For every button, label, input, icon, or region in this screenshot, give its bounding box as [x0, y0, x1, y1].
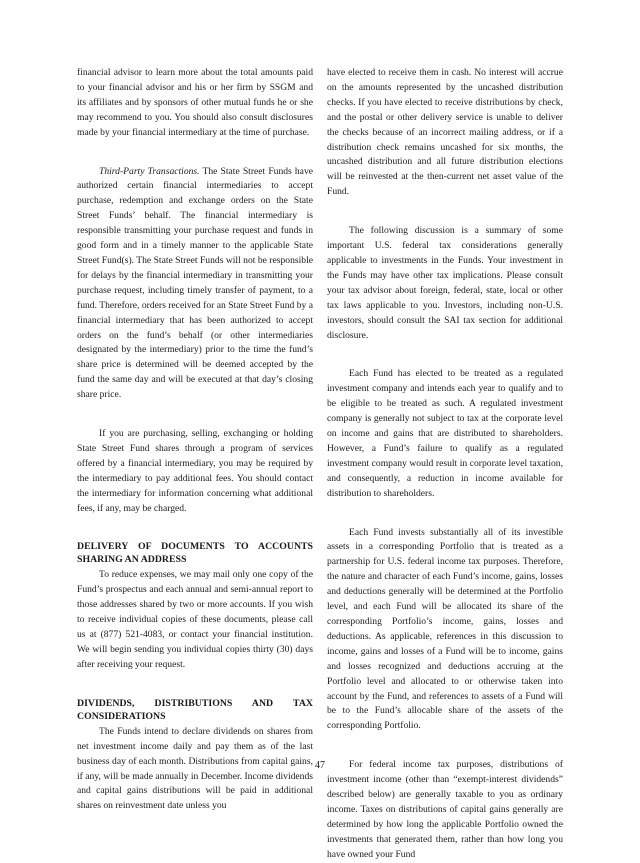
right-paragraph-1: have elected to receive them in cash. No interest will accrue on the amounts represented by the uncashed distribution checks. If you have elected to receive distributions by check, and the postal or other delivery service is unable to deliver the checks because of an incorrect mailing address, or if a distribution check remains uncashed for six months, the uncashed distribution and all future distribution elections will be reinvested at the then-current net asset value of the Fund. [327, 67, 563, 198]
right-column [327, 66, 563, 863]
left-paragraph-3: If you are purchasing, selling, exchanging or holding State Street Fund shares through a program of services offered by a financial intermediary, you may be required by the intermediary to pay additional fees. You should contact the intermediary for information concerning what additional fees, if any, may be charged. [77, 428, 313, 514]
section-heading-delivery: DELIVERY OF DOCUMENTS TO ACCOUNTS SHARING AN ADDRESS [77, 541, 313, 566]
section-heading-dividends: DIVIDENDS, DISTRIBUTIONS AND TAX CONSIDERATIONS [77, 697, 313, 722]
right-paragraph-2: The following discussion is a summary of some important U.S. federal tax considerations generally applicable to investments in the Funds. Your investment in the Funds may have other tax implications. Please consult your tax advisor about foreign, federal, state, local or other tax laws applicable to you. Investors, including non-U.S. investors, should consult the SAI tax section for additional disclosure. [327, 225, 563, 341]
page-number: 47 [315, 760, 325, 771]
left-paragraph-4: To reduce expenses, we may mail only one copy of the Fund’s prospectus and each annual and semi-annual report to those addresses shared by two or more accounts. If you wish to receive individual copies of these documents, please call us at (877) 521-4083, or contact your financial institution. We will begin sending you individual copies thirty (30) days after receiving your request. [77, 569, 313, 670]
runin-heading-third-party: Third-Party Transactions. [99, 165, 200, 177]
right-paragraph-3: Each Fund has elected to be treated as a regulated investment company and intends each year to qualify and to be eligible to be treated as such. A regulated investment company is generally not subject to tax at the corporate level on income and gains that are distributed to shareholders. However, a Fund’s failure to qualify as a regulated investment company would result in corporate level taxation, and consequently, a reduction in income available for distribution to shareholders. [327, 368, 563, 499]
third-party-text: The State Street Funds have authorized certain financial intermediaries to accept purchase, redemption and exchange orders on the State Street Funds’ behalf. The financial intermediary is responsible transmitting your purchase request and funds in good form and in a timely manner to the applicable State Street Fund(s). The State Street Funds will not be responsible for delays by the financial intermediary in transmitting your purchase request, including timely transfer of payment, to a fund. Therefore, orders received for an State Street Fund by a financial intermediary that has been authorized to accept orders on the fund’s behalf (or other intermediaries designated by the intermediary) prior to the time the fund’s share price is determined will be deemed accepted by the fund the same day and will be executed at that day’s closing share price. [77, 165, 313, 401]
right-paragraph-4: Each Fund invests substantially all of its investible assets in a corresponding Portfolio that is treated as a partnership for U.S. federal income tax purposes. Therefore, the nature and character of each Fund’s income, gains, losses and deductions generally will be determined at the Portfolio level, and each Fund will be allocated its share of the corresponding Portfolio’s income, gains, losses and deductions. As applicable, references in this discussion to income, gains and losses of a Fund will be to income, gains and losses recognized and deductions accruing at the Portfolio level and allocated to or otherwise taken into account by the Fund, and references to assets of a Fund will be to the Fund’s allocable share of the assets of the corresponding Portfolio. [327, 526, 563, 732]
third-party-transactions-paragraph [77, 165, 313, 404]
left-paragraph-5: The Funds intend to declare dividends on shares from net investment income daily and pay them as of the last business day of each month. Distributions from capital gains, if any, will be made annually in December. Income dividends and capital gains distributions will be paid in additional shares on reinvestment date unless you [77, 725, 313, 812]
left-paragraph-1: financial advisor to learn more about the total amounts paid to your financial advisor and his or her firm by SSGM and its affiliates and by sponsors of other mutual funds he or she may recommend to you. You should also consult disclosures made by your financial intermediary at the time of purchase. [77, 67, 313, 138]
left-column [77, 66, 313, 814]
right-paragraph-5: For federal income tax purposes, distributions of investment income (other than “exempt-interest dividends” described below) are generally taxable to you as ordinary income. Taxes on distributions of capital gains generally are determined by how long the applicable Portfolio owned the investments that generated them, rather than how long you have owned your Fund [327, 759, 563, 860]
